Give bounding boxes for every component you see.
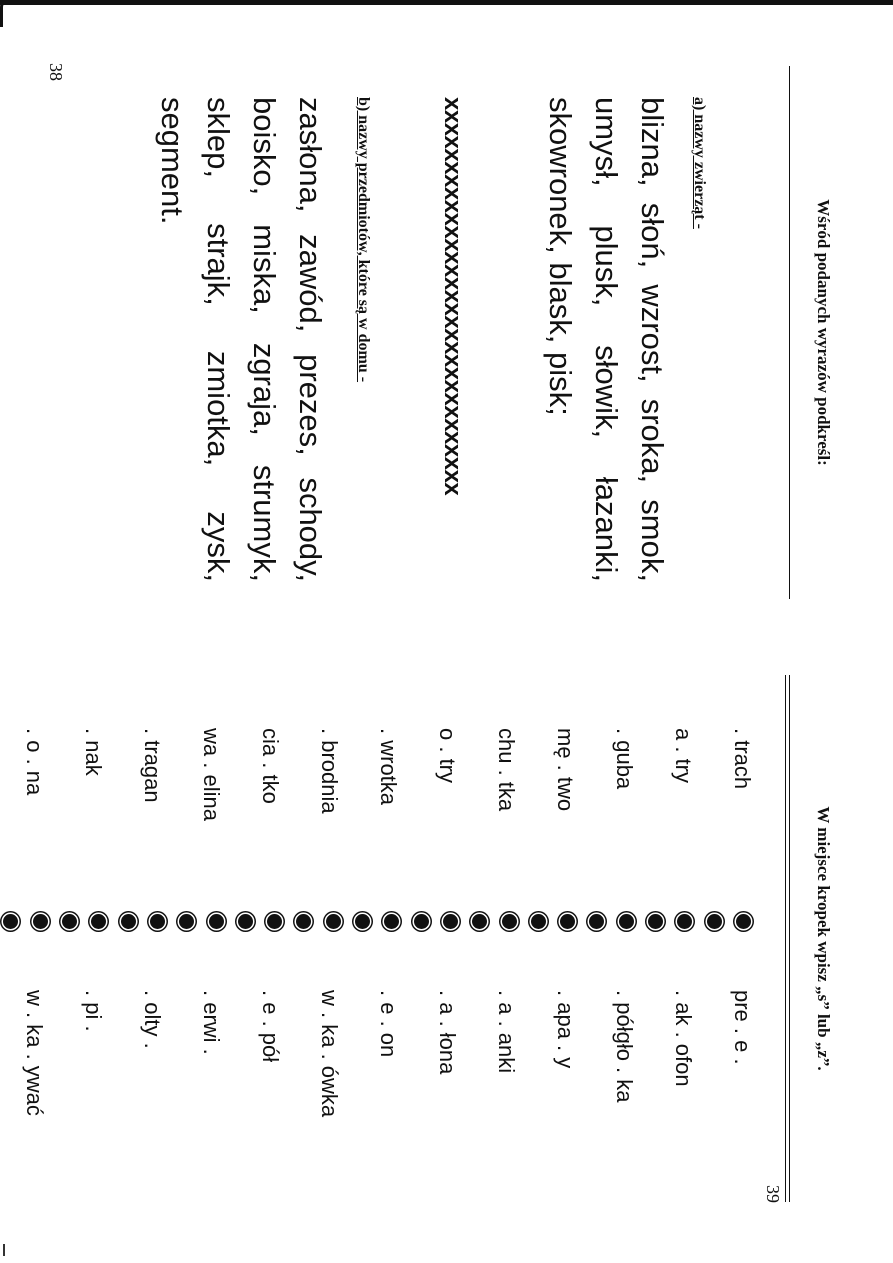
left_column-item: . tragan — [140, 728, 165, 803]
bullet-dot — [384, 914, 399, 929]
bullet-dot — [238, 914, 253, 929]
section_a-word: łazanki, — [589, 476, 624, 582]
section_a-word: skowronek, blask, pisk; — [543, 97, 578, 416]
left_column-item: chu . tka — [494, 728, 519, 812]
right_column-item: . olty . — [140, 990, 165, 1049]
bullet-dot — [326, 914, 341, 929]
bullet-dot — [502, 914, 517, 929]
bullet-dot — [560, 914, 575, 929]
section_a-word: słowik, — [589, 345, 624, 439]
right_column-item: pre . e . — [730, 990, 755, 1065]
left_column-item: . guba — [612, 728, 637, 790]
section_b-line — [287, 97, 333, 582]
bullet-dot — [677, 914, 692, 929]
bullet-dot — [472, 914, 487, 929]
left_column-item: . nak — [81, 728, 106, 776]
bullet-dot — [707, 914, 722, 929]
bullet-dot — [355, 914, 370, 929]
section-a-words — [537, 97, 675, 582]
left_column-item: mę . two — [553, 728, 578, 812]
section_b-word: schody, — [293, 477, 328, 582]
left_column-item: . wrotka — [376, 728, 401, 806]
section_b-word: strajk, — [201, 223, 236, 306]
right_column-item: . ak . ofon — [671, 990, 696, 1087]
section_b-word: sklep, — [201, 97, 236, 178]
section_b-line — [241, 97, 287, 582]
bullet-dot — [648, 914, 663, 929]
section_b-word: prezes, — [293, 354, 328, 456]
bullet-dot — [267, 914, 282, 929]
right_column-item: . e . on — [376, 990, 401, 1058]
left_column-item: a . try — [671, 728, 696, 784]
separator-x-row: xxxxxxxxxxxxxxxxxxxxxxxxxxxxxxx — [439, 97, 466, 496]
section_b-word: zawód, — [293, 234, 328, 333]
section-b-label: b) nazwy przedmiotów, które są w domu - — [355, 97, 372, 383]
right_column-item: . pi . — [81, 990, 106, 1032]
section_a-word: smok, — [635, 499, 670, 582]
bullet-dot — [179, 914, 194, 929]
bullet-dot — [443, 914, 458, 929]
section_b-word: strumyk, — [247, 464, 282, 582]
right_column-item: . a . anki — [494, 990, 519, 1074]
bullet-dot — [62, 914, 77, 929]
bullet-dot — [590, 914, 605, 929]
page-number-left: 38 — [46, 63, 66, 81]
right_column-item: . półgło . ka — [612, 990, 637, 1103]
bullet-dot — [414, 914, 429, 929]
right_column-item: . erwi . — [199, 990, 224, 1055]
bullet-dot — [91, 914, 106, 929]
section_b-word: zmiotka, — [201, 350, 236, 467]
left_column-item: wa . elina — [199, 728, 224, 821]
bullet-dot — [4, 914, 19, 929]
section_b-line — [149, 97, 195, 582]
section_a-line — [629, 97, 675, 582]
header-rule-left — [789, 66, 790, 599]
right_column-item: . apa . y — [553, 990, 578, 1069]
left_column-item: . brodnia — [317, 728, 342, 814]
section_b-word: segment. — [155, 97, 190, 225]
section_a-word: sroka, — [635, 398, 670, 484]
bullet-dot — [150, 914, 165, 929]
header-rule-right — [785, 675, 790, 1202]
instruction-right: W miejsce kropek wpisz „s” lub „z”. — [814, 806, 833, 1071]
instruction-left: Wśród podanych wyrazów podkreśl: — [814, 199, 833, 466]
section-a-label: a) nazwy zwierząt - — [691, 97, 708, 229]
section_a-word: umysł, — [589, 97, 624, 187]
bullet-dot — [531, 914, 546, 929]
left_column-item: cia . tko — [258, 728, 283, 804]
section_a-word: słoń, — [635, 202, 670, 269]
bullet-dot — [297, 914, 312, 929]
section_a-line — [583, 97, 629, 582]
section_b-word: zgraja, — [247, 342, 282, 436]
section_b-word: miska, — [247, 224, 282, 314]
right_column-item: w . ka . ówka — [317, 990, 342, 1118]
right_column-item: . a . łona — [435, 990, 460, 1075]
section_b-word: boisko, — [247, 97, 282, 196]
right_column-item: . e . pół — [258, 990, 283, 1063]
section_a-word: blizna, — [635, 97, 670, 187]
bullet-dot — [121, 914, 136, 929]
section_b-word: zasłona, — [293, 97, 328, 213]
section_b-line — [195, 97, 241, 582]
section_a-word: wzrost, — [635, 284, 670, 383]
left_column-item: . o . na — [22, 728, 47, 796]
section_a-word: plusk, — [589, 225, 624, 307]
section_b-word: zysk, — [201, 511, 236, 582]
bullet-dot — [209, 914, 224, 929]
section_a-line — [537, 97, 583, 582]
left_column-item: o . try — [435, 728, 460, 784]
bullet-dot — [619, 914, 634, 929]
right_column-item: w . ka . ywać — [22, 990, 47, 1116]
bullet-dot — [33, 914, 48, 929]
bullet-dot — [736, 914, 751, 929]
page-number-right: 39 — [763, 1185, 783, 1203]
section-b-words — [149, 97, 333, 582]
left_column-item: . trach — [730, 728, 755, 790]
